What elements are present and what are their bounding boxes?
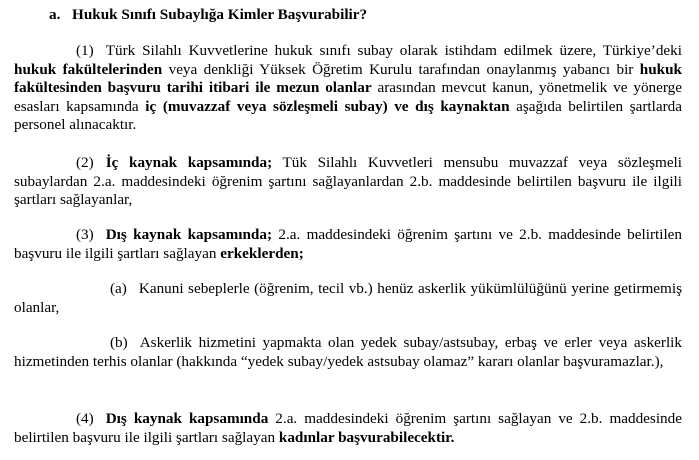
- text-run: aşağıda belirtilen şartlarda personel alınacaktır.: [14, 97, 682, 134]
- paragraph-number: (3): [76, 226, 94, 243]
- sub-item-marker: (b): [110, 334, 128, 351]
- paragraph-number: (2): [76, 154, 94, 171]
- sub-item-a: [14, 280, 682, 317]
- text-run-bold: erkeklerden;: [220, 244, 304, 262]
- text-run-bold: hukuk fakültelerinden: [14, 60, 163, 78]
- text-run-bold: Dış kaynak kapsamında;: [105, 226, 273, 243]
- text-run: Tük Silahlı Kuvvetleri mensubu muvazzaf veya sözleşmeli subaylardan 2.a. maddesindeki öğrenim şartını sağlayanlardan 2.b. maddesinde belirtilen başvuru ile ilgili şartları sağlayanlar,: [14, 154, 682, 209]
- text-run: 2.a. maddesindeki öğrenim şartını sağlayan ve 2.b. maddesinde belirtilen başvuru ile ilgili şartları sağlayan: [14, 410, 682, 446]
- paragraph-2: [14, 154, 682, 210]
- paragraph-4: [14, 410, 682, 447]
- section-title: Hukuk Sınıfı Subaylığa Kimler Başvurabilir?: [72, 6, 368, 23]
- section-marker: a.: [49, 6, 61, 23]
- paragraph-1: [14, 42, 682, 135]
- text-run-bold: iç (muvazzaf veya sözleşmeli subay) ve dış kaynaktan: [145, 97, 510, 115]
- text-run: Türk Silahlı Kuvvetlerine hukuk sınıfı subay olarak istihdam edilmek üzere, Türkiye’deki: [105, 42, 682, 59]
- text-run: arasından mevcut kanun, yönetmelik ve yönerge esasları kapsamında: [14, 79, 682, 115]
- text-run: Askerlik hizmetini yapmakta olan yedek subay/astsubay, erbaş ve erler veya askerlik hizmetinden terhis olanlar (hakkında “yedek subay/yedek astsubay olamaz” kararı olanlar başvuramazlar.),: [14, 334, 682, 370]
- paragraph-number: (4): [76, 410, 94, 427]
- text-run: 2.a. maddesindeki öğrenim şartını ve 2.b. maddesinde belirtilen başvuru ile ilgili şartları sağlayan: [14, 226, 682, 262]
- text-run-bold: Dış kaynak kapsamında: [105, 410, 269, 427]
- text-run-bold: hukuk fakültesinden başvuru tarihi itibari ile mezun olanlar: [14, 60, 682, 97]
- paragraph-number: (1): [76, 42, 94, 59]
- text-run-bold: kadınlar başvurabilecektir.: [278, 428, 455, 446]
- paragraph-3: [14, 226, 682, 263]
- text-run: Kanuni sebeplerle (öğrenim, tecil vb.) henüz askerlik yükümlülüğünü yerine getirmemiş olanlar,: [14, 280, 682, 316]
- text-run-bold: İç kaynak kapsamında;: [105, 154, 273, 171]
- sub-item-marker: (a): [110, 280, 127, 297]
- text-run: veya denkliği Yüksek Öğretim Kurulu tarafından onaylanmış yabancı bir: [162, 60, 640, 78]
- sub-item-b: [14, 334, 682, 371]
- section-heading: [49, 6, 367, 24]
